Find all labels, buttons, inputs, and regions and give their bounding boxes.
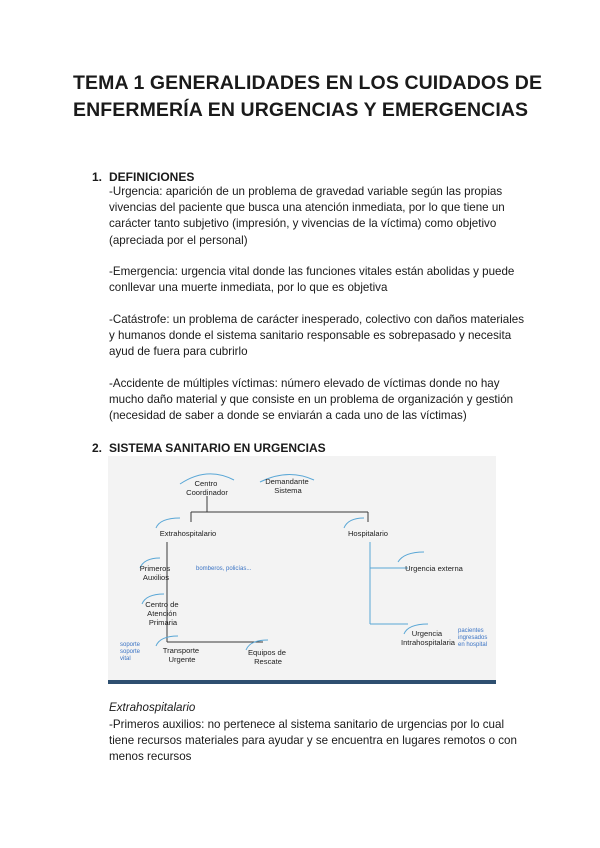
node-line: Auxilios: [142, 573, 170, 582]
node-line: Centro de: [145, 600, 179, 609]
subsection-heading-extrahospitalario: Extrahospitalario: [109, 701, 196, 714]
node-demandante-sistema: [265, 477, 311, 495]
node-line: Demandante: [265, 477, 309, 486]
node-line: Rescate: [254, 657, 282, 666]
section-heading-definiciones: [92, 169, 194, 185]
note-line: ingresados: [458, 635, 488, 641]
definition-catastrofe: -Catástrofe: un problema de carácter inesperado, colectivo con daños materiales y humanos donde el sistema sanitario responsable es sobrepasado y necesita ayud de fuera para cubrirlo: [109, 313, 525, 359]
section-number: 1.: [92, 170, 103, 184]
paragraph-primeros-auxilios: -Primeros auxilios: no pertenece al sistema sanitario de urgencias por lo cual tiene recursos materiales para ayudar y se encuentra en lugares remotos o con menos recursos: [109, 718, 517, 764]
sistema-sanitario-diagram: [108, 456, 496, 684]
node-line: Urgencia: [411, 629, 443, 638]
node-line: Intrahospitalaria: [400, 638, 456, 647]
node-transporte-urgente: [163, 646, 202, 664]
node-line: Urgente: [168, 655, 196, 664]
node-line: Sistema: [274, 486, 302, 495]
arc-hospitalario: [344, 518, 364, 528]
node-hospitalario: Hospitalario: [347, 529, 389, 538]
note-line: soporte: [120, 642, 141, 648]
node-primeros-auxilios: [140, 564, 173, 582]
node-centro-coordinador: [186, 479, 228, 497]
node-line: Coordinador: [186, 488, 228, 497]
note-transporte: [120, 642, 142, 662]
node-equipos-rescate: [248, 648, 288, 666]
definition-urgencia: -Urgencia: aparición de un problema de gravedad variable según las propias vivencias del paciente que busca una atención inmediata, por lo que tiene un carácter tanto subjetivo (impresión, y vivencias de la víctima) como objetivo (apreciada por el personal): [109, 185, 505, 247]
node-line: Primaria: [148, 618, 178, 627]
note-pacientes: [458, 628, 489, 648]
section-title: DEFINICIONES: [109, 170, 195, 184]
note-line: pacientes: [458, 628, 484, 634]
section-title: SISTEMA SANITARIO EN URGENCIAS: [109, 441, 326, 455]
node-line: Transporte: [162, 646, 200, 655]
diagram-svg: [108, 456, 496, 684]
definition-accidente: -Accidente de múltiples víctimas: número elevado de víctimas donde no hay mucho daño material y que consiste en un problema de organización y gestión (necesidad de saber a donde se enviarán a cada uno de las víctimas): [109, 377, 514, 423]
node-line: Primeros: [139, 564, 171, 573]
diagram-blue-connectors: [370, 542, 408, 624]
note-bomberos: bomberos, policías...: [196, 566, 252, 572]
node-extrahospitalario: Extrahospitalario: [159, 529, 217, 538]
node-urgencia-externa: Urgencia externa: [405, 564, 463, 573]
node-urgencia-intrahospitalaria: [401, 629, 456, 647]
note-line: vital: [120, 656, 131, 662]
node-centro-atencion-primaria: [145, 600, 180, 627]
definition-emergencia: -Emergencia: urgencia vital donde las funciones vitales están abolidas y puede conllevar una muerte inmediata, por lo que es objetiva: [109, 265, 515, 295]
section-heading-sistema-sanitario: [92, 440, 326, 456]
node-line: Atención: [147, 609, 177, 618]
note-line: en hospital: [458, 642, 488, 648]
note-line: soporte: [120, 649, 141, 655]
section-number: 2.: [92, 441, 103, 455]
diagram-bottom-bar: [108, 680, 496, 684]
node-line: Equipos de: [247, 648, 286, 657]
arc-extrahospitalario: [156, 518, 180, 528]
node-line: Centro: [194, 479, 218, 488]
arc-urgencia-externa: [398, 552, 424, 562]
document-title: TEMA 1 GENERALIDADES EN LOS CUIDADOS DE ENFERMERÍA EN URGENCIAS Y EMERGENCIAS: [73, 72, 543, 121]
